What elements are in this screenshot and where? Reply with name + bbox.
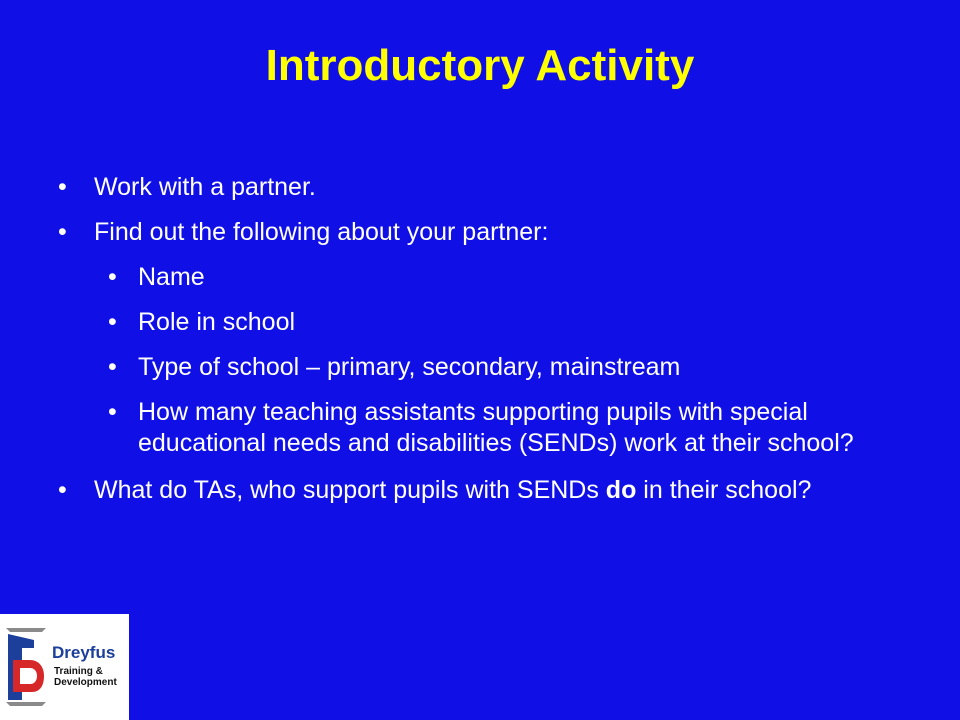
sub-bullet-role: • Role in school: [108, 307, 918, 338]
sub-bullet-school-type: • Type of school – primary, secondary, mainstream: [108, 352, 918, 383]
logo-brand: Dreyfus: [52, 643, 116, 662]
bullet-what-do-tas: [58, 475, 918, 506]
bullet-find-out: • Find out the following about your partner:: [58, 217, 918, 248]
slide-title: Introductory Activity: [265, 41, 695, 90]
sub-bullet-teaching-assistants: • How many teaching assistants supporting pupils with special educational needs and disabilities (SENDs) work at their school?: [108, 397, 918, 459]
bullet-text-part-2: in their school?: [636, 476, 812, 504]
bullet-text-part-1: What do TAs, who support pupils with SENDs: [94, 476, 606, 504]
logo-subtitle: [54, 666, 117, 688]
bullet-bold-word: do: [605, 476, 637, 504]
logo-line-1: Training &: [54, 666, 103, 677]
dreyfus-logo-icon: [4, 624, 48, 708]
slide-content: [58, 172, 918, 520]
bullet-work-with-partner: • Work with a partner.: [58, 172, 918, 203]
sub-bullet-name: • Name: [108, 262, 918, 293]
logo-line-2: Development: [54, 677, 117, 688]
dreyfus-logo: [0, 614, 129, 720]
